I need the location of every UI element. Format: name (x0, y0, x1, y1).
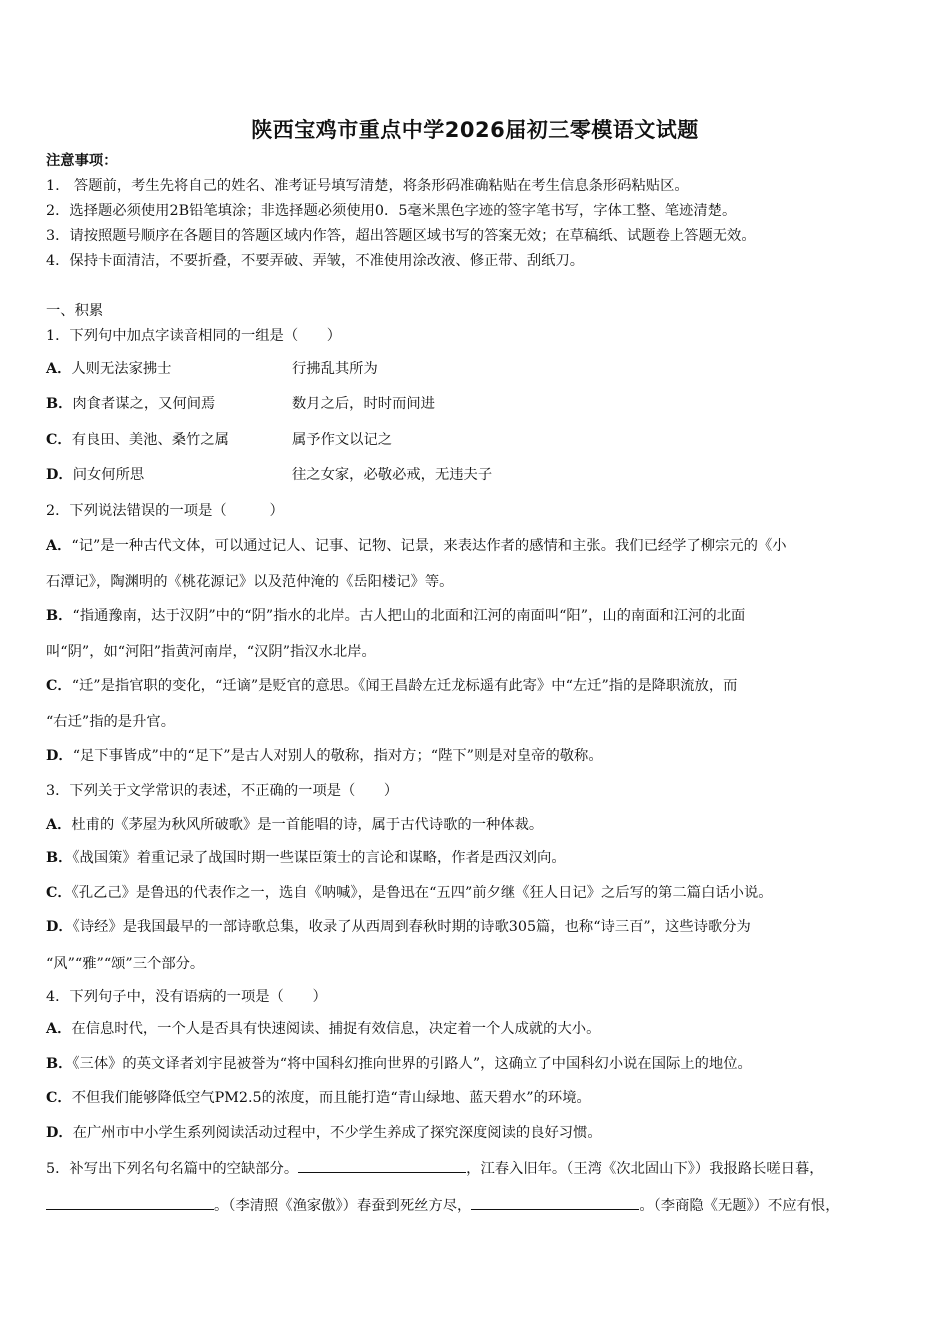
notice-item: 4．保持卡面清洁，不要折叠，不要弄破、弄皱，不准使用涂改液、修正带、刮纸刀。 (46, 253, 585, 269)
q2-option-d (46, 747, 603, 765)
q1-option-b (46, 395, 215, 413)
q5-line-1 (46, 1158, 824, 1178)
option-text: “记”是一种古代文体，可以通过记人、记事、记物、记景，来表达作者的感情和主张。我们已经学了柳宗元的《小 (71, 538, 787, 554)
q5-stem: 5．补写出下列名句名篇中的空缺部分。 (46, 1161, 299, 1177)
q2-option-b (46, 607, 745, 625)
q1-option-c-right: 属予作文以记之 (292, 432, 393, 448)
q3-option-d-cont: “风”“雅”“颂”三个部分。 (46, 956, 205, 972)
q2-option-c (46, 677, 737, 695)
option-label: A． (46, 361, 72, 377)
option-label: D． (46, 467, 73, 483)
option-label: D． (46, 748, 73, 764)
q5-line-2 (46, 1195, 840, 1215)
q2-option-a (46, 537, 787, 555)
q1-option-a (46, 360, 171, 378)
q3-option-b (46, 849, 566, 867)
answer-blank[interactable] (46, 1195, 214, 1210)
option-text: “指通豫南，达于汉阴”中的“阴”指水的北岸。古人把山的北面和江河的南面叫“阳”，山的南面和江河的北面 (72, 608, 746, 624)
q5-text: 。（李清照《渔家傲》）春蚕到死丝方尽， (214, 1198, 472, 1214)
option-left: 问女何所思 (72, 467, 145, 483)
q1-option-a-right: 行拂乱其所为 (292, 361, 378, 377)
q1-option-b-right: 数月之后，时时而间进 (292, 396, 435, 412)
q1-option-c (46, 431, 229, 449)
q1-stem: 1．下列句中加点字读音相同的一组是（ ） (46, 328, 342, 344)
option-label: D． (46, 1125, 73, 1141)
q2-option-c-cont: “右迁”指的是升官。 (46, 714, 175, 730)
q3-option-c (46, 884, 773, 902)
q1-option-d (46, 466, 144, 484)
option-text: 不但我们能够降低空气PM2.5的浓度，而且能打造“青山绿地、蓝天碧水”的环境。 (71, 1090, 591, 1106)
section-heading: 一、积累 (46, 303, 104, 319)
option-label: A． (46, 538, 72, 554)
notice-item: 3．请按照题号顺序在各题目的答题区域内作答，超出答题区域书写的答案无效；在草稿纸、试题卷上答题无效。 (46, 228, 756, 244)
option-text: 在信息时代，一个人是否具有快速阅读、捕捉有效信息，决定着一个人成就的大小。 (71, 1021, 601, 1037)
q3-option-d (46, 918, 751, 936)
q1-option-d-right: 往之女家，必敬必戒，无违夫子 (292, 467, 493, 483)
notice-item: 1. 答题前，考生先将自己的姓名、准考证号填写清楚，将条形码准确粘贴在考生信息条形码粘贴区。 (46, 178, 689, 194)
q4-option-b (46, 1055, 752, 1073)
option-label: C． (46, 678, 72, 694)
option-label: B． (46, 850, 73, 866)
page-title: 陕西宝鸡市重点中学2026届初三零模语文试题 (251, 118, 699, 142)
q3-stem: 3．下列关于文学常识的表述，不正确的一项是（ ） (46, 783, 399, 799)
option-left: 有良田、美池、桑竹之属 (71, 432, 229, 448)
option-label: C． (46, 1090, 72, 1106)
option-text: 《诗经》是我国最早的一部诗歌总集，收录了从西周到春秋时期的诗歌305篇，也称“诗三百”，这些诗歌分为 (72, 919, 751, 935)
q2-option-a-cont: 石潭记》，陶渊明的《桃花源记》以及范仲淹的《岳阳楼记》等。 (46, 574, 454, 590)
option-left: 人则无法家拂士 (71, 361, 172, 377)
option-label: A． (46, 817, 72, 833)
option-text: “迁”是指官职的变化，“迁谪”是贬官的意思。《闻王昌龄左迁龙标遥有此寄》中“左迁”指的是降职流放，而 (71, 678, 738, 694)
option-label: D． (46, 919, 73, 935)
option-text: 《孔乙己》是鲁迅的代表作之一，选自《呐喊》，是鲁迅在“五四”前夕继《狂人日记》之后写的第二篇白话小说。 (71, 885, 773, 901)
q4-option-d (46, 1124, 602, 1142)
option-label: B． (46, 1056, 73, 1072)
option-left: 肉食者谋之，又何间焉 (72, 396, 216, 412)
q3-option-a (46, 816, 543, 834)
q5-text: 。（李商隐《无题》）不应有恨， (639, 1198, 840, 1214)
option-label: B． (46, 608, 73, 624)
q5-text: ，江春入旧年。（王湾《次北固山下》）我报路长嗟日暮， (466, 1161, 824, 1177)
q4-option-c (46, 1089, 591, 1107)
option-text: “足下事皆成”中的“足下”是古人对别人的敬称，指对方；“陛下”则是对皇帝的敬称。 (72, 748, 603, 764)
notice-item: 2．选择题必须使用2B铅笔填涂；非选择题必须使用0．5毫米黑色字迹的签字笔书写，字体工整、笔迹清楚。 (46, 203, 737, 219)
option-label: C． (46, 432, 72, 448)
option-text: 在广州市中小学生系列阅读活动过程中，不少学生养成了探究深度阅读的良好习惯。 (72, 1125, 602, 1141)
answer-blank[interactable] (298, 1158, 466, 1173)
option-text: 《三体》的英文译者刘宇昆被誉为“将中国科幻推向世界的引路人”，这确立了中国科幻小说在国际上的地位。 (72, 1056, 752, 1072)
option-text: 杜甫的《茅屋为秋风所破歌》是一首能唱的诗，属于古代诗歌的一种体裁。 (71, 817, 544, 833)
option-text: 《战国策》着重记录了战国时期一些谋臣策士的言论和谋略，作者是西汉刘向。 (72, 850, 566, 866)
q4-option-a (46, 1020, 600, 1038)
q2-stem: 2．下列说法错误的一项是（ ） (46, 503, 284, 519)
q4-stem: 4．下列句子中，没有语病的一项是（ ） (46, 989, 327, 1005)
answer-blank[interactable] (471, 1195, 639, 1210)
option-label: B． (46, 396, 73, 412)
notice-heading: 注意事项： (46, 153, 118, 169)
option-label: C． (46, 885, 72, 901)
q2-option-b-cont: 叫“阴”，如“河阳”指黄河南岸，“汉阴”指汉水北岸。 (46, 644, 376, 660)
option-label: A． (46, 1021, 72, 1037)
